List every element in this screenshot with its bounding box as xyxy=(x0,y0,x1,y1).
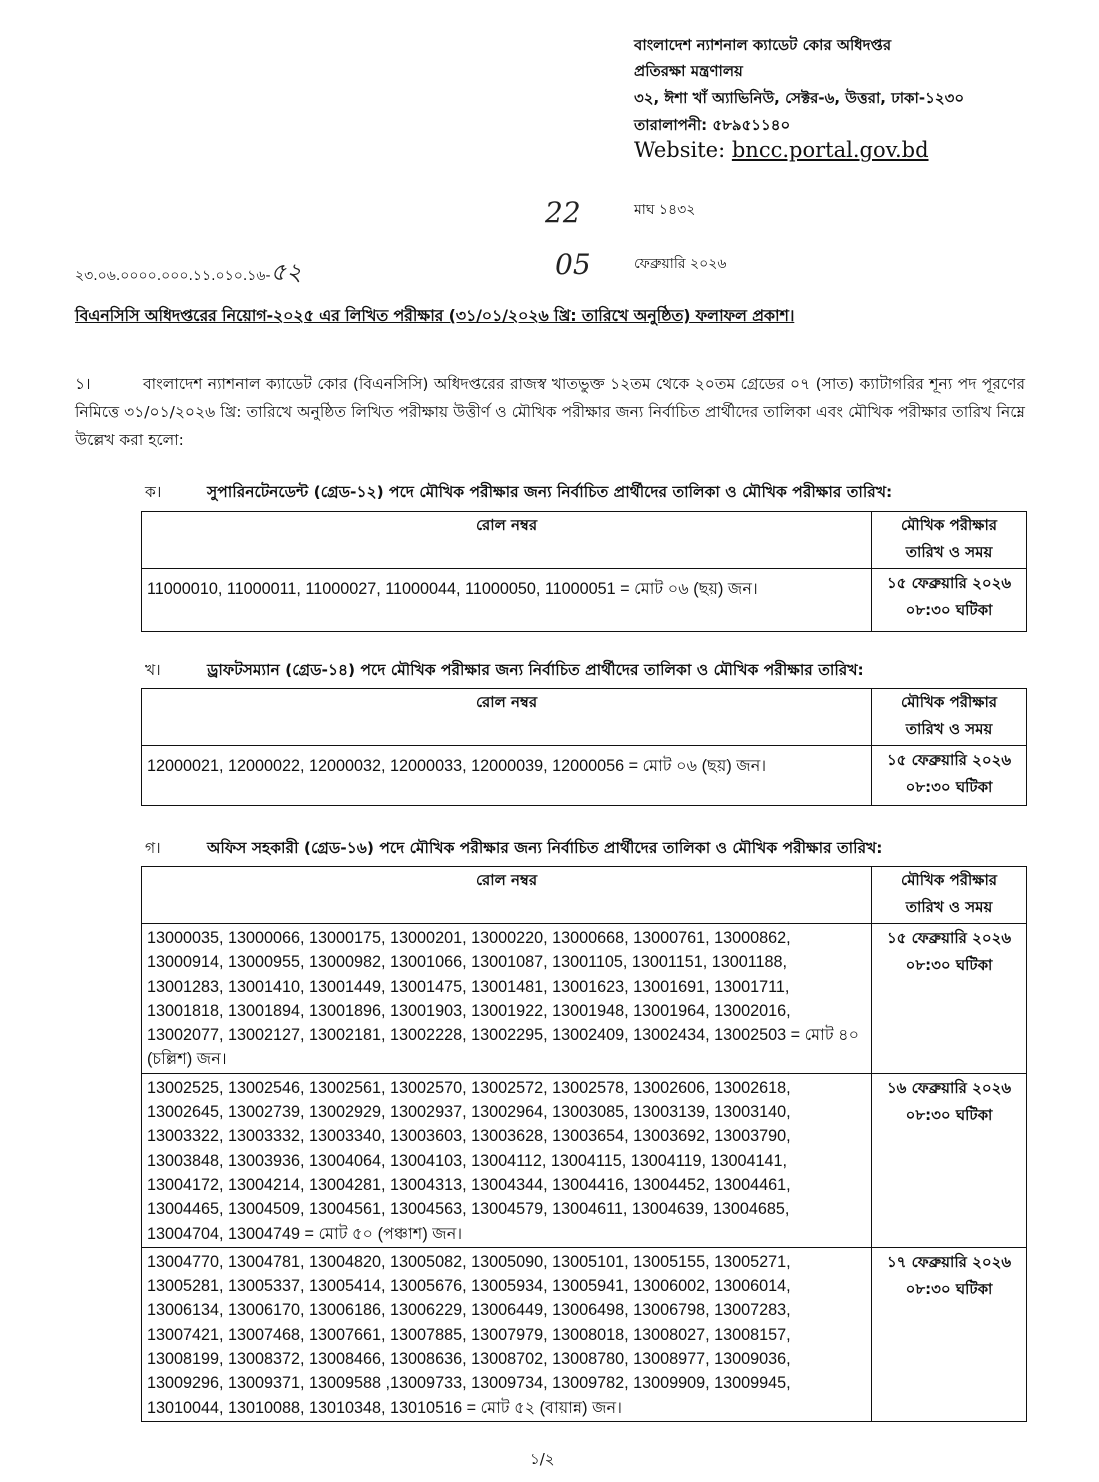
table-header-row xyxy=(142,512,1027,569)
header-viva-date xyxy=(872,512,1027,569)
viva-date: ১৭ ফেব্রুয়ারি ২০২৬ xyxy=(886,1252,1012,1271)
section-superintendent-title xyxy=(145,480,892,506)
office-assistant-table xyxy=(141,866,1027,1422)
subject-line: বিএনসিসি অধিদপ্তরের নিয়োগ-২০২৫ এর লিখিত পরীক্ষার (৩১/০১/২০২৬ খ্রি: তারিখে অনুষ্ঠিত) ফলাফল প্রকাশ। xyxy=(75,306,795,325)
org-name: বাংলাদেশ ন্যাশনাল ক্যাডেট কোর অধিদপ্তর xyxy=(634,36,892,54)
header-viva-date-line2: তারিখ ও সময় xyxy=(905,898,993,916)
header-viva-date xyxy=(872,867,1027,924)
superintendent-table xyxy=(141,511,1027,632)
section-title-text: সুপারিনটেনডেন্ট (গ্রেড-১২) পদে মৌখিক পরীক্ষার জন্য নির্বাচিত প্রার্থীদের তালিকা ও মৌখিক পরীক্ষার তারিখ: xyxy=(207,483,893,501)
page-number: ১/২ xyxy=(530,1450,555,1468)
memo-number xyxy=(75,254,302,294)
section-letter: গ। xyxy=(145,839,161,857)
bangla-date: মাঘ ১৪৩২ xyxy=(634,202,696,218)
roll-list: 12000021, 12000022, 12000032, 12000033, 12000039, 12000056 = মোট ০৬ (ছয়) জন। xyxy=(142,746,872,806)
table-row xyxy=(142,924,1027,1074)
handwritten-bangla-day: 22 xyxy=(545,196,581,229)
header-roll-number: রোল নম্বর xyxy=(142,512,872,569)
section-office-assistant-title xyxy=(145,836,883,862)
ministry-name: প্রতিরক্ষা মন্ত্রণালয় xyxy=(634,62,743,80)
table-row xyxy=(142,1247,1027,1421)
header-viva-date-line2: তারিখ ও সময় xyxy=(905,543,993,561)
header-viva-date-line2: তারিখ ও সময় xyxy=(905,720,993,738)
section-title-text: ড্রাফটসম্যান (গ্রেড-১৪) পদে মৌখিক পরীক্ষার জন্য নির্বাচিত প্রার্থীদের তালিকা ও মৌখিক পরীক্ষার তারিখ: xyxy=(207,661,864,679)
roll-list: 13002525, 13002546, 13002561, 13002570, 13002572, 13002578, 13002606, 13002618, 13002645, 13002739, 13002929, 13002937, 13002964, 13003085, 13003139, 13003140, 13003322, 13003332, 13003340, 13003603, 13003628, 13003654, 13003692, 13003790, 13003848, 13003936, 13004064, 13004103, 13004112, 13004115, 13004119, 13004141, 13004172, 13004214, 13004281, 13004313, 13004344, 13004416, 13004452, 13004461, 13004465, 13004509, 13004561, 13004563, 13004579, 13004611, 13004639, 13004685, 13004704, 13004749 = মোট ৫০ (পঞ্চাশ) জন। xyxy=(142,1073,872,1247)
table-header-row xyxy=(142,689,1027,746)
table-row xyxy=(142,1073,1027,1247)
viva-datetime xyxy=(872,1073,1027,1247)
viva-time: ০৮:৩০ ঘটিকা xyxy=(905,1279,993,1298)
viva-datetime xyxy=(872,1247,1027,1421)
section-letter: খ। xyxy=(145,661,161,679)
viva-datetime xyxy=(872,746,1027,806)
gregorian-date: ফেব্রুয়ারি ২০২৬ xyxy=(634,256,727,272)
viva-date: ১৫ ফেব্রুয়ারি ২০২৬ xyxy=(886,574,1012,592)
draftsman-table xyxy=(141,688,1027,806)
header-roll-number: রোল নম্বর xyxy=(142,867,872,924)
paragraph-number: ১। xyxy=(75,375,91,393)
viva-time: ০৮:৩০ ঘটিকা xyxy=(905,601,993,619)
header-viva-date-line1: মৌখিক পরীক্ষার xyxy=(901,871,998,889)
address: ৩২, ঈশা খাঁ অ্যাভিনিউ, সেক্টর-৬, উত্তরা, ঢাকা-১২৩০ xyxy=(634,89,965,107)
header-roll-number: রোল নম্বর xyxy=(142,689,872,746)
header-viva-date-line1: মৌখিক পরীক্ষার xyxy=(901,693,998,711)
viva-time: ০৮:৩০ ঘটিকা xyxy=(905,956,993,974)
header-viva-date-line1: মৌখিক পরীক্ষার xyxy=(901,516,998,534)
viva-date: ১৫ ফেব্রুয়ারি ২০২৬ xyxy=(886,929,1012,947)
memo-number-handwritten: ৫২ xyxy=(270,258,302,286)
website-link[interactable]: bncc.portal.gov.bd xyxy=(731,138,929,162)
roll-list: 13004770, 13004781, 13004820, 13005082, 13005090, 13005101, 13005155, 13005271, 13005281, 13005337, 13005414, 13005676, 13005934, 13005941, 13006002, 13006014, 13006134, 13006170, 13006186, 13006229, 13006449, 13006498, 13006798, 13007283, 13007421, 13007468, 13007661, 13007885, 13007979, 13008018, 13008027, 13008157, 13008199, 13008372, 13008466, 13008636, 13008702, 13008780, 13008977, 13009036, 13009296, 13009371, 13009588 ,13009733, 13009734, 13009782, 13009909, 13009945, 13010044, 13010088, 13010348, 13010516 = মোট ৫২ (বায়ান্ন) জন। xyxy=(142,1247,872,1421)
website-label: Website: xyxy=(634,138,732,162)
table-row xyxy=(142,569,1027,632)
intro-paragraph xyxy=(75,370,1025,454)
section-letter: ক। xyxy=(145,483,162,501)
section-draftsman-title xyxy=(145,658,864,684)
viva-datetime xyxy=(872,569,1027,632)
table-row xyxy=(142,746,1027,806)
phone-number: তারালাপনী: ৫৮৯৫১১৪০ xyxy=(634,116,791,134)
paragraph-text: বাংলাদেশ ন্যাশনাল ক্যাডেট কোর (বিএনসিসি) অধিদপ্তরের রাজস্ব খাতভুক্ত ১২তম থেকে ২০তম গ্রেডের ০৭ (সাত) ক্যাটাগরির শূন্য পদ পূরণের নিমিত্তে ৩১/০১/২০২৬ খ্রি: তারিখে অনুষ্ঠিত লিখিত পরীক্ষায় উত্তীর্ণ ও মৌখিক পরীক্ষার জন্য নির্বাচিত প্রার্থীদের তালিকা এবং মৌখিক পরীক্ষার তারিখ নিম্নে উল্লেখ করা হলো: xyxy=(75,375,1025,449)
memo-number-printed: ২৩.০৬.০০০০.০০০.১১.০১০.১৬- xyxy=(75,268,271,284)
handwritten-gregorian-day: 05 xyxy=(555,248,591,281)
roll-list: 11000010, 11000011, 11000027, 11000044, 11000050, 11000051 = মোট ০৬ (ছয়) জন। xyxy=(142,569,872,632)
viva-time: ০৮:৩০ ঘটিকা xyxy=(905,778,993,796)
section-title-text: অফিস সহকারী (গ্রেড-১৬) পদে মৌখিক পরীক্ষার জন্য নির্বাচিত প্রার্থীদের তালিকা ও মৌখিক পরীক্ষার তারিখ: xyxy=(207,839,883,857)
viva-datetime xyxy=(872,924,1027,1074)
viva-time: ০৮:৩০ ঘটিকা xyxy=(905,1105,993,1124)
table-header-row xyxy=(142,867,1027,924)
header-viva-date xyxy=(872,689,1027,746)
viva-date: ১৬ ফেব্রুয়ারি ২০২৬ xyxy=(886,1078,1012,1097)
roll-list: 13000035, 13000066, 13000175, 13000201, 13000220, 13000668, 13000761, 13000862, 13000914, 13000955, 13000982, 13001066, 13001087, 13001105, 13001151, 13001188, 13001283, 13001410, 13001449, 13001475, 13001481, 13001623, 13001691, 13001711, 13001818, 13001894, 13001896, 13001903, 13001922, 13001948, 13001964, 13002016, 13002077, 13002127, 13002181, 13002228, 13002295, 13002409, 13002434, 13002503 = মোট ৪০ (চল্লিশ) জন। xyxy=(142,924,872,1074)
website-line xyxy=(634,138,929,162)
viva-date: ১৫ ফেব্রুয়ারি ২০২৬ xyxy=(886,751,1012,769)
